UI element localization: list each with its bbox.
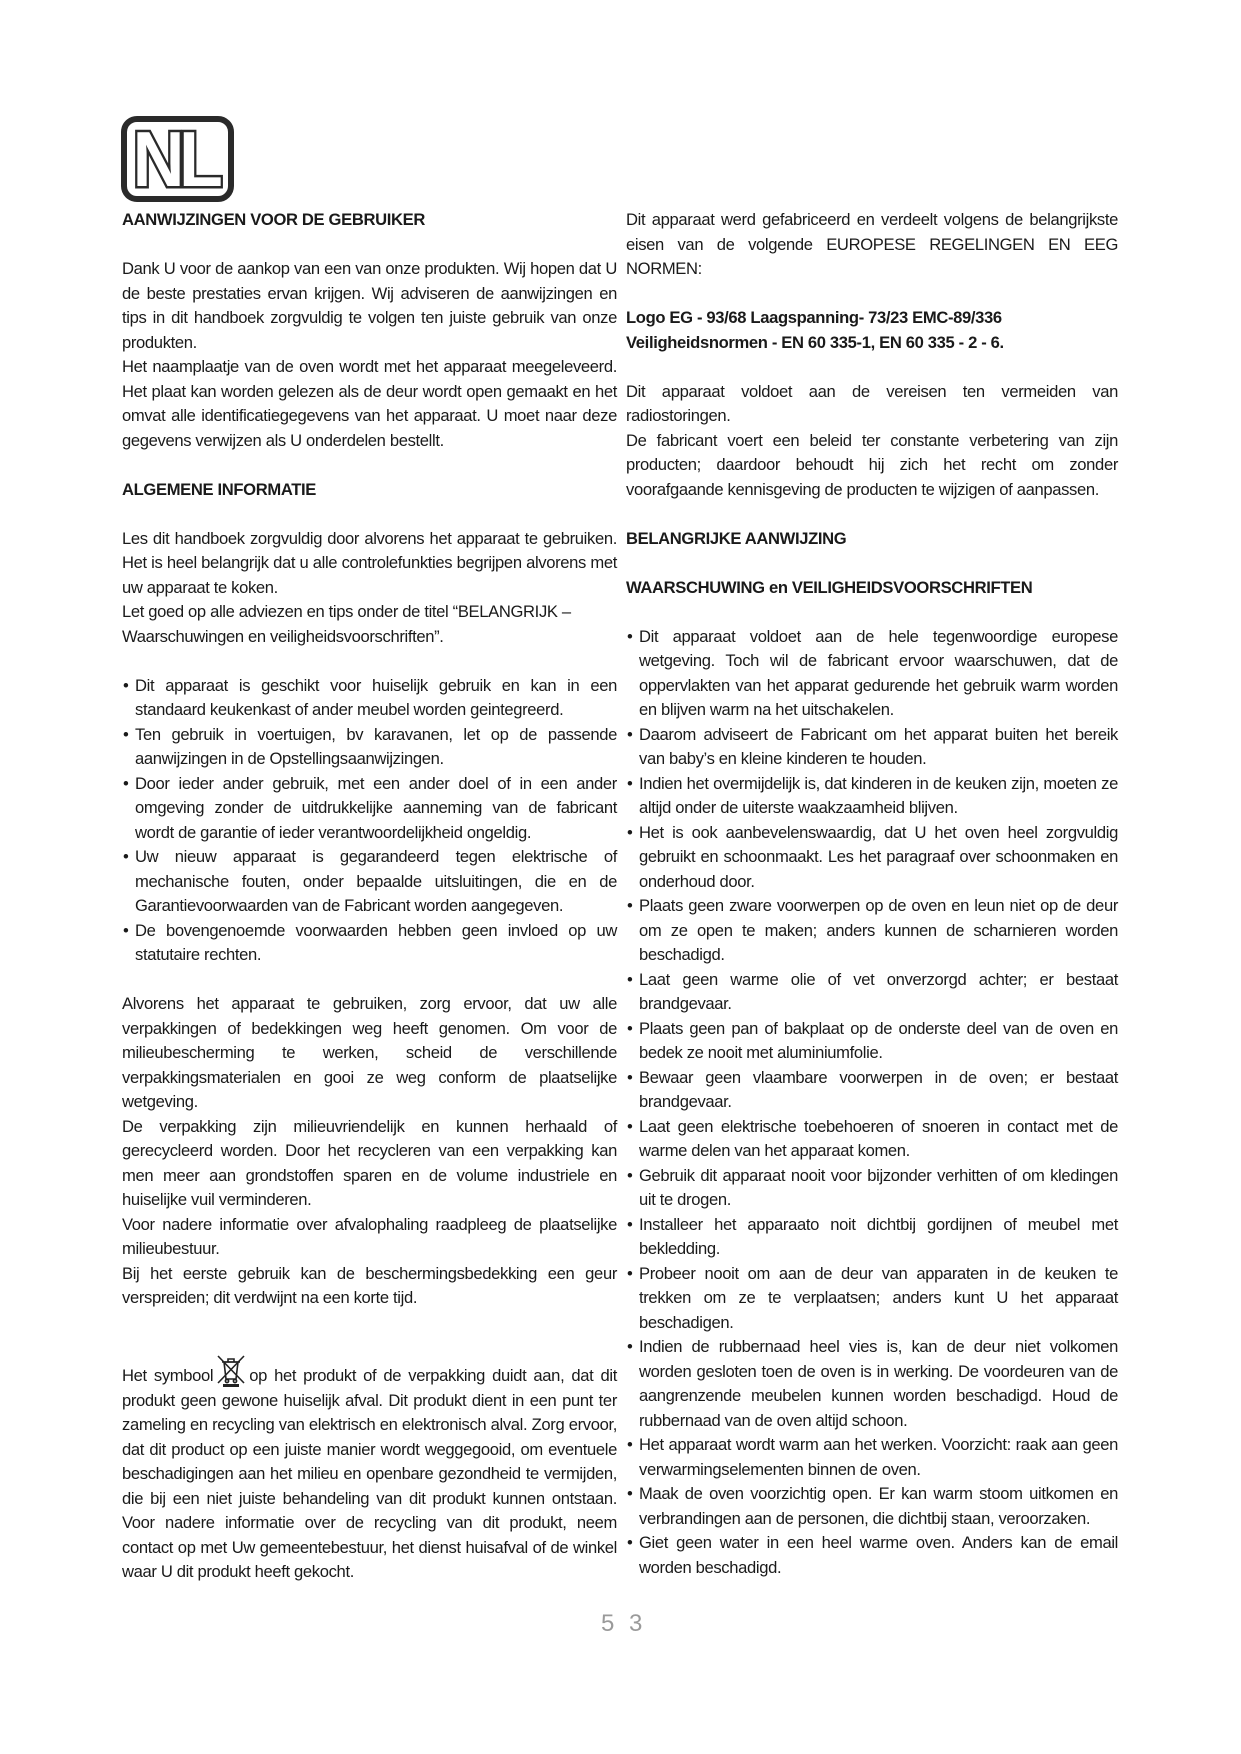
bullet-dot: • (123, 675, 129, 695)
bullet-dot: • (123, 920, 129, 940)
list-item: • Ten gebruik in voertuigen, bv karavanen, let op de passende aanwijzingen in de Opstellingsaanwijzingen. (123, 724, 617, 768)
safety-list (626, 625, 1118, 1581)
norm-line-1: Logo EG - 93/68 Laagspanning- 73/23 EMC-89/336 (626, 308, 1002, 327)
list-item: • Plaats geen zware voorwerpen op de oven en leun niet op de deur om ze open te maken; anders kunnen de scharnieren worden beschadigd. (627, 896, 1118, 964)
list-item: • Dit apparaat is geschikt voor huiselijk gebruik en kan in een standaard keukenkast of ander meubel worden geintegreerd. (123, 675, 617, 719)
paragraph-first-use: Bij het eerste gebruik kan de beschermingsbedekking een geur verspreiden; dit verdwijnt na een korte tijd. (122, 1263, 617, 1307)
paragraph-weee: Het symbool op het produkt of de verpakking duidt aan, dat dit produkt geen gewone huiselijk afval. Dit produkt dient in een punt ter zameling en recycling van elektrisch en elektronisch alval. Zorg ervoor, dat dit product op een juiste manier wordt weggegooid, om eventuele beschadigingen aan het milieu en openbare gezondheid te vermijden, die bij een niet juiste behandeling van dit produkt kunnen ontstaan. Voor nadere informatie over de recycling van dit produkt, neem contact op met Uw gemeentebestuur, het dienst huisafval of de winkel waar U dit produkt heeft gekocht. (122, 1353, 617, 1585)
paragraph-pay-attention: Let goed op alle adviezen en tips onder de titel “BELANGRIJK – Waarschuwingen en veiligheidsvoorschriften”. (122, 602, 571, 646)
list-item: • Door ieder ander gebruik, met een ander doel of in een ander omgeving zonder de uitdrukkelijke aanneming van de fabricant wordt de garantie of ieder verantwoordelijkheid ongeldig. (123, 773, 617, 842)
list-item: • Gebruik dit apparaat nooit voor bijzonder verhitten of om kledingen uit te drogen. (627, 1165, 1118, 1209)
list-item: • Laat geen elektrische toebehoeren of snoeren in contact met de warme delen van het apparaat komen. (627, 1116, 1118, 1160)
list-item: • Probeer nooit om aan de deur van apparaten in de keuken te trekken om ze te verplaatsen; anders kunt U het apparaat beschadigen. (627, 1263, 1118, 1332)
list-item: • Dit apparaat voldoet aan de hele tegenwoordige europese wetgeving. Toch wil de fabricant ervoor waarschuwen, dat de oppervlakten van het apparat gedurende het gebruik warm worden en blijven warm na het uitschakelen. (627, 626, 1118, 719)
heading-user-instructions: AANWIJZINGEN VOOR DE GEBRUIKER (122, 210, 425, 229)
paragraph-product-improvement: De fabricant voert een beleid ter constante verbetering van zijn producten; daardoor behoudt hij zich het recht om zonder voorafgaande kennisgeving de producten te wijzigen of aanpassen. (626, 430, 1118, 499)
bullet-dot: • (123, 847, 129, 866)
list-item: • Het is ook aanbevelenswaardig, dat U het oven heel zorgvuldig gebruikt en schoonmaakt. Les het paragraaf over schoonmaken en onderhoud door. (627, 822, 1118, 891)
bullet-dot: • (123, 724, 129, 744)
paragraph-eu-standards: Dit apparaat werd gefabriceerd en verdeelt volgens de belangrijkste eisen van de volgende EUROPESE REGELINGEN EN EEG NORMEN: (626, 210, 1118, 278)
paragraph-packaging: Alvorens het apparaat te gebruiken, zorg ervoor, dat uw alle verpakkingen of bedekkingen weg heeft genomen. Om voor de milieubescherming te werken, scheid de verschillende verpakkingsmaterialen en gooi ze weg conform de plaatselijke wetgeving. (122, 994, 617, 1111)
list-item: • Indien het overmijdelijk is, dat kinderen in de keuken zijn, moeten ze altijd onder de uiterste waakzaamheid blijven. (627, 773, 1118, 817)
paragraph-thanks: Dank U voor de aankop van een van onze produkten. Wij hopen dat U de beste prestaties ervan krijgen. Wij adviseren de aanwijzingen en tips in dit handboek zorgvuldig te volgen ten juiste gebruik van onze produkten. (122, 259, 617, 352)
language-badge-label: NL (132, 116, 217, 202)
list-item: • Het apparaat wordt warm aan het werken. Voorzicht: raak aan geen verwarmingselementen binnen de oven. (627, 1435, 1118, 1479)
list-item: • Maak de oven voorzichtig open. Er kan warm stoom uitkomen en verbrandingen aan de personen, die dichtbij staan, veroorzaken. (627, 1484, 1118, 1528)
heading-important-notice: BELANGRIJKE AANWIJZING (626, 528, 847, 548)
general-info-list (122, 674, 617, 968)
paragraph-read-manual: Les dit handboek zorgvuldig door alvorens het apparaat te gebruiken. Het is heel belangrijk dat u alle controlefunkties begrijpen alvorens met uw apparaat te koken. (122, 528, 617, 597)
list-item: • Laat geen warme olie of vet onverzorgd achter; er bestaat brandgevaar. (627, 969, 1118, 1013)
heading-general-info: ALGEMENE INFORMATIE (122, 479, 317, 499)
paragraph-waste-info: Voor nadere informatie over afvalophaling raadpleeg de plaatselijke milieubestuur. (122, 1214, 617, 1258)
right-column (626, 208, 1118, 1580)
crossed-bin-icon (215, 1353, 247, 1387)
bullet-dot: • (123, 773, 129, 793)
list-item: • Indien de rubbernaad heel vies is, kan de deur niet volkomen worden gesloten toen de oven is in werking. De voordeuren van de aangrenzende meubelen kunnen worden beschadigd. Houd de rubbernaad van de oven altijd schoon. (627, 1337, 1118, 1430)
paragraph-radio-interference: Dit apparaat voldoet aan de vereisen ten vermeiden van radiostoringen. (626, 381, 1118, 425)
list-item: • Plaats geen pan of bakplaat op de onderste deel van de oven en bedek ze nooit met aluminiumfolie. (627, 1018, 1118, 1062)
list-item: • Installeer het apparaato noit dichtbij gordijnen of meubel met bekledding. (627, 1214, 1118, 1258)
paragraph-nameplate: Het naamplaatje van de oven wordt met het apparaat meegeleveerd. Het plaat kan worden gelezen als de deur wordt open gemaakt en het omvat alle identificatiegegevens van het apparaat. U moet naar deze gegevens verwijzen als U onderdelen bestellt. (122, 357, 617, 450)
list-item: • Giet geen water in een heel warme oven. Anders kan de email worden beschadigd. (627, 1533, 1118, 1577)
norm-line-2: Veiligheidsnormen - EN 60 335-1, EN 60 335 - 2 - 6. (626, 332, 1004, 352)
page-number: 5 3 (601, 1610, 647, 1637)
language-badge-nl (121, 116, 234, 202)
heading-safety-warnings: WAARSCHUWING en VEILIGHEIDSVOORSCHRIFTEN (626, 577, 1033, 597)
paragraph-recycling: De verpakking zijn milieuvriendelijk en kunnen herhaald of gerecycleerd worden. Door het recyclеren van een verpakking kan men meer aan grondstoffen sparen en de volume industriele en huiselijke vuil verminderen. (122, 1116, 617, 1209)
left-column (122, 208, 617, 1585)
list-item: • De bovengenoemde voorwaarden hebben geen invloed op uw statutaire rechten. (123, 920, 617, 964)
list-item: • Daarom adviseert de Fabricant om het apparat buiten het bereik van baby’s en kleine kinderen te houden. (627, 724, 1118, 768)
list-item: • Bewaar geen vlaambare voorwerpen in de oven; er bestaat brandgevaar. (627, 1067, 1118, 1111)
list-item: • Uw nieuw apparaat is gegarandeerd tegen elektrische of mechanische fouten, onder bepaalde uitsluitingen, die en de Garantievoorwaarden van de Fabricant worden aangegeven. (123, 847, 617, 915)
